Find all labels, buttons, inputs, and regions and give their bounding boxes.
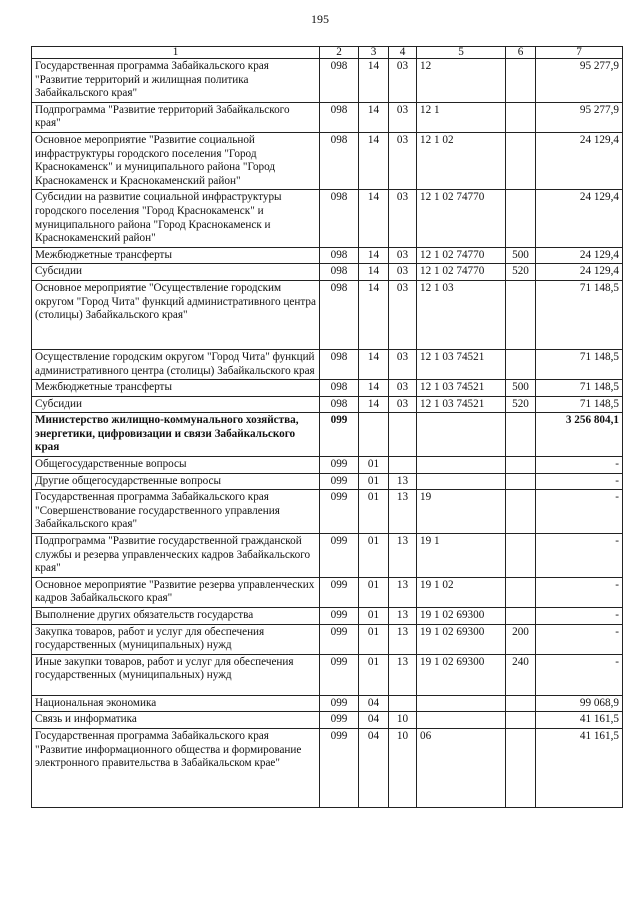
- table-row: [32, 473, 623, 490]
- amount: 71 148,5: [536, 280, 623, 349]
- grbs-code: 098: [320, 132, 359, 189]
- expense-type-code: [506, 280, 536, 349]
- target-article-code: 12 1 02: [417, 132, 506, 189]
- row-name: Основное мероприятие "Осуществление городским округом "Город Чита" функций административного центра (столицы) Забайкальского края": [32, 280, 320, 349]
- grbs-code: 099: [320, 712, 359, 729]
- target-article-code: [417, 712, 506, 729]
- subsection-code: 13: [389, 654, 417, 695]
- grbs-code: 099: [320, 728, 359, 807]
- section-code: 04: [359, 695, 389, 712]
- expense-type-code: 240: [506, 654, 536, 695]
- section-code: 14: [359, 396, 389, 413]
- grbs-code: 098: [320, 264, 359, 281]
- subsection-code: 13: [389, 577, 417, 607]
- section-code: 04: [359, 712, 389, 729]
- grbs-code: 098: [320, 102, 359, 132]
- row-name: Подпрограмма "Развитие территорий Забайкальского края": [32, 102, 320, 132]
- row-name: Осуществление городским округом "Город Чита" функций административного центра (столицы) Забайкальского края: [32, 349, 320, 379]
- grbs-code: 098: [320, 190, 359, 247]
- table-row: [32, 608, 623, 625]
- section-code: 14: [359, 102, 389, 132]
- target-article-code: 12 1 03 74521: [417, 349, 506, 379]
- target-article-code: 12 1 03 74521: [417, 380, 506, 397]
- target-article-code: 19: [417, 490, 506, 534]
- expense-type-code: 500: [506, 247, 536, 264]
- row-name: Национальная экономика: [32, 695, 320, 712]
- target-article-code: 19 1 02 69300: [417, 624, 506, 654]
- row-name: Межбюджетные трансферты: [32, 247, 320, 264]
- row-name: Подпрограмма "Развитие государственной гражданской службы и резерва управленческих кадров Забайкальского края": [32, 534, 320, 578]
- budget-table-body: [32, 47, 623, 808]
- amount: 71 148,5: [536, 380, 623, 397]
- subsection-code: 03: [389, 264, 417, 281]
- amount: 41 161,5: [536, 728, 623, 807]
- subsection-code: 13: [389, 624, 417, 654]
- target-article-code: [417, 473, 506, 490]
- section-code: 01: [359, 534, 389, 578]
- section-code: 14: [359, 380, 389, 397]
- amount: 24 129,4: [536, 247, 623, 264]
- table-row: [32, 190, 623, 247]
- expense-type-code: [506, 413, 536, 457]
- expense-type-code: [506, 608, 536, 625]
- target-article-code: 19 1 02: [417, 577, 506, 607]
- amount: 95 277,9: [536, 102, 623, 132]
- row-name: Субсидии на развитие социальной инфраструктуры городского поселения "Город Краснокаменск" и муниципального района "Город Краснокаменск и Краснокаменский район": [32, 190, 320, 247]
- amount: -: [536, 473, 623, 490]
- target-article-code: 12 1 02 74770: [417, 190, 506, 247]
- section-code: 01: [359, 457, 389, 474]
- row-name: Общегосударственные вопросы: [32, 457, 320, 474]
- table-row: [32, 457, 623, 474]
- table-row: [32, 264, 623, 281]
- subsection-code: 03: [389, 102, 417, 132]
- table-row: [32, 577, 623, 607]
- grbs-code: 098: [320, 396, 359, 413]
- table-row: [32, 280, 623, 349]
- expense-type-code: [506, 349, 536, 379]
- target-article-code: 12 1 03: [417, 280, 506, 349]
- table-row: [32, 654, 623, 695]
- amount: 71 148,5: [536, 396, 623, 413]
- section-code: [359, 413, 389, 457]
- row-name: Министерство жилищно-коммунального хозяйства, энергетики, цифровизации и связи Забайкальского края: [32, 413, 320, 457]
- expense-type-code: [506, 102, 536, 132]
- table-row: [32, 695, 623, 712]
- column-header: 5: [417, 47, 506, 59]
- subsection-code: 10: [389, 728, 417, 807]
- expense-type-code: 520: [506, 264, 536, 281]
- section-code: 14: [359, 247, 389, 264]
- subsection-code: 13: [389, 608, 417, 625]
- table-row: [32, 349, 623, 379]
- expense-type-code: 520: [506, 396, 536, 413]
- table-row: [32, 247, 623, 264]
- table-row: [32, 413, 623, 457]
- page-number: 195: [311, 12, 329, 26]
- grbs-code: 099: [320, 608, 359, 625]
- subsection-code: 03: [389, 190, 417, 247]
- grbs-code: 099: [320, 534, 359, 578]
- column-header: 2: [320, 47, 359, 59]
- amount: 95 277,9: [536, 59, 623, 103]
- section-code: 01: [359, 624, 389, 654]
- row-name: Иные закупки товаров, работ и услуг для обеспечения государственных (муниципальных) нужд: [32, 654, 320, 695]
- grbs-code: 099: [320, 457, 359, 474]
- grbs-code: 099: [320, 577, 359, 607]
- section-code: 01: [359, 490, 389, 534]
- section-code: 14: [359, 190, 389, 247]
- section-code: 14: [359, 132, 389, 189]
- grbs-code: 099: [320, 695, 359, 712]
- grbs-code: 098: [320, 247, 359, 264]
- table-row: [32, 59, 623, 103]
- section-code: 14: [359, 349, 389, 379]
- grbs-code: 099: [320, 413, 359, 457]
- table-row: [32, 534, 623, 578]
- subsection-code: 03: [389, 280, 417, 349]
- expense-type-code: [506, 457, 536, 474]
- subsection-code: 13: [389, 534, 417, 578]
- grbs-code: 098: [320, 280, 359, 349]
- target-article-code: 19 1: [417, 534, 506, 578]
- expense-type-code: [506, 577, 536, 607]
- expense-type-code: [506, 473, 536, 490]
- section-code: 14: [359, 280, 389, 349]
- grbs-code: 098: [320, 349, 359, 379]
- amount: 99 068,9: [536, 695, 623, 712]
- section-code: 14: [359, 59, 389, 103]
- target-article-code: 12 1 02 74770: [417, 247, 506, 264]
- target-article-code: [417, 413, 506, 457]
- target-article-code: 12: [417, 59, 506, 103]
- amount: 41 161,5: [536, 712, 623, 729]
- grbs-code: 098: [320, 380, 359, 397]
- grbs-code: 099: [320, 654, 359, 695]
- amount: -: [536, 534, 623, 578]
- grbs-code: 099: [320, 624, 359, 654]
- table-row: [32, 132, 623, 189]
- section-code: 01: [359, 473, 389, 490]
- amount: -: [536, 654, 623, 695]
- table-row: [32, 380, 623, 397]
- subsection-code: 03: [389, 247, 417, 264]
- section-code: 14: [359, 264, 389, 281]
- amount: 24 129,4: [536, 190, 623, 247]
- grbs-code: 099: [320, 490, 359, 534]
- row-name: Закупка товаров, работ и услуг для обеспечения государственных (муниципальных) нужд: [32, 624, 320, 654]
- expense-type-code: [506, 490, 536, 534]
- section-code: 01: [359, 654, 389, 695]
- row-name: Субсидии: [32, 264, 320, 281]
- amount: 3 256 804,1: [536, 413, 623, 457]
- subsection-code: 03: [389, 380, 417, 397]
- table-row: [32, 712, 623, 729]
- target-article-code: 19 1 02 69300: [417, 654, 506, 695]
- target-article-code: 19 1 02 69300: [417, 608, 506, 625]
- subsection-code: 03: [389, 349, 417, 379]
- grbs-code: 098: [320, 59, 359, 103]
- amount: 71 148,5: [536, 349, 623, 379]
- subsection-code: 03: [389, 396, 417, 413]
- row-name: Основное мероприятие "Развитие социальной инфраструктуры городского поселения "Город Краснокаменск" и муниципального района "Город Краснокаменск и Краснокаменский район": [32, 132, 320, 189]
- target-article-code: 12 1: [417, 102, 506, 132]
- amount: -: [536, 608, 623, 625]
- row-name: Государственная программа Забайкальского края "Развитие территорий и жилищная политика Забайкальского края": [32, 59, 320, 103]
- column-header: 3: [359, 47, 389, 59]
- table-row: [32, 728, 623, 807]
- subsection-code: 10: [389, 712, 417, 729]
- subsection-code: [389, 695, 417, 712]
- amount: -: [536, 457, 623, 474]
- amount: 24 129,4: [536, 132, 623, 189]
- expense-type-code: 200: [506, 624, 536, 654]
- row-name: Субсидии: [32, 396, 320, 413]
- column-header: 6: [506, 47, 536, 59]
- subsection-code: [389, 457, 417, 474]
- subsection-code: 03: [389, 132, 417, 189]
- target-article-code: [417, 457, 506, 474]
- amount: -: [536, 577, 623, 607]
- expense-type-code: [506, 132, 536, 189]
- expense-type-code: [506, 534, 536, 578]
- budget-table: [31, 46, 623, 808]
- expense-type-code: [506, 695, 536, 712]
- expense-type-code: [506, 728, 536, 807]
- grbs-code: 099: [320, 473, 359, 490]
- target-article-code: 12 1 02 74770: [417, 264, 506, 281]
- row-name: Государственная программа Забайкальского края "Развитие информационного общества и формирование электронного правительства в Забайкальском крае": [32, 728, 320, 807]
- target-article-code: [417, 695, 506, 712]
- column-number-row: [32, 47, 623, 59]
- amount: -: [536, 490, 623, 534]
- section-code: 01: [359, 608, 389, 625]
- expense-type-code: [506, 712, 536, 729]
- subsection-code: 03: [389, 59, 417, 103]
- section-code: 04: [359, 728, 389, 807]
- column-header: 7: [536, 47, 623, 59]
- row-name: Связь и информатика: [32, 712, 320, 729]
- column-header: 1: [32, 47, 320, 59]
- expense-type-code: [506, 59, 536, 103]
- expense-type-code: [506, 190, 536, 247]
- column-header: 4: [389, 47, 417, 59]
- row-name: Выполнение других обязательств государства: [32, 608, 320, 625]
- table-row: [32, 490, 623, 534]
- row-name: Основное мероприятие "Развитие резерва управленческих кадров Забайкальского края": [32, 577, 320, 607]
- table-row: [32, 396, 623, 413]
- amount: 24 129,4: [536, 264, 623, 281]
- table-row: [32, 624, 623, 654]
- section-code: 01: [359, 577, 389, 607]
- target-article-code: 06: [417, 728, 506, 807]
- subsection-code: 13: [389, 473, 417, 490]
- amount: -: [536, 624, 623, 654]
- row-name: Межбюджетные трансферты: [32, 380, 320, 397]
- row-name: Государственная программа Забайкальского края "Совершенствование государственного управления Забайкальского края": [32, 490, 320, 534]
- subsection-code: 13: [389, 490, 417, 534]
- target-article-code: 12 1 03 74521: [417, 396, 506, 413]
- row-name: Другие общегосударственные вопросы: [32, 473, 320, 490]
- subsection-code: [389, 413, 417, 457]
- table-row: [32, 102, 623, 132]
- expense-type-code: 500: [506, 380, 536, 397]
